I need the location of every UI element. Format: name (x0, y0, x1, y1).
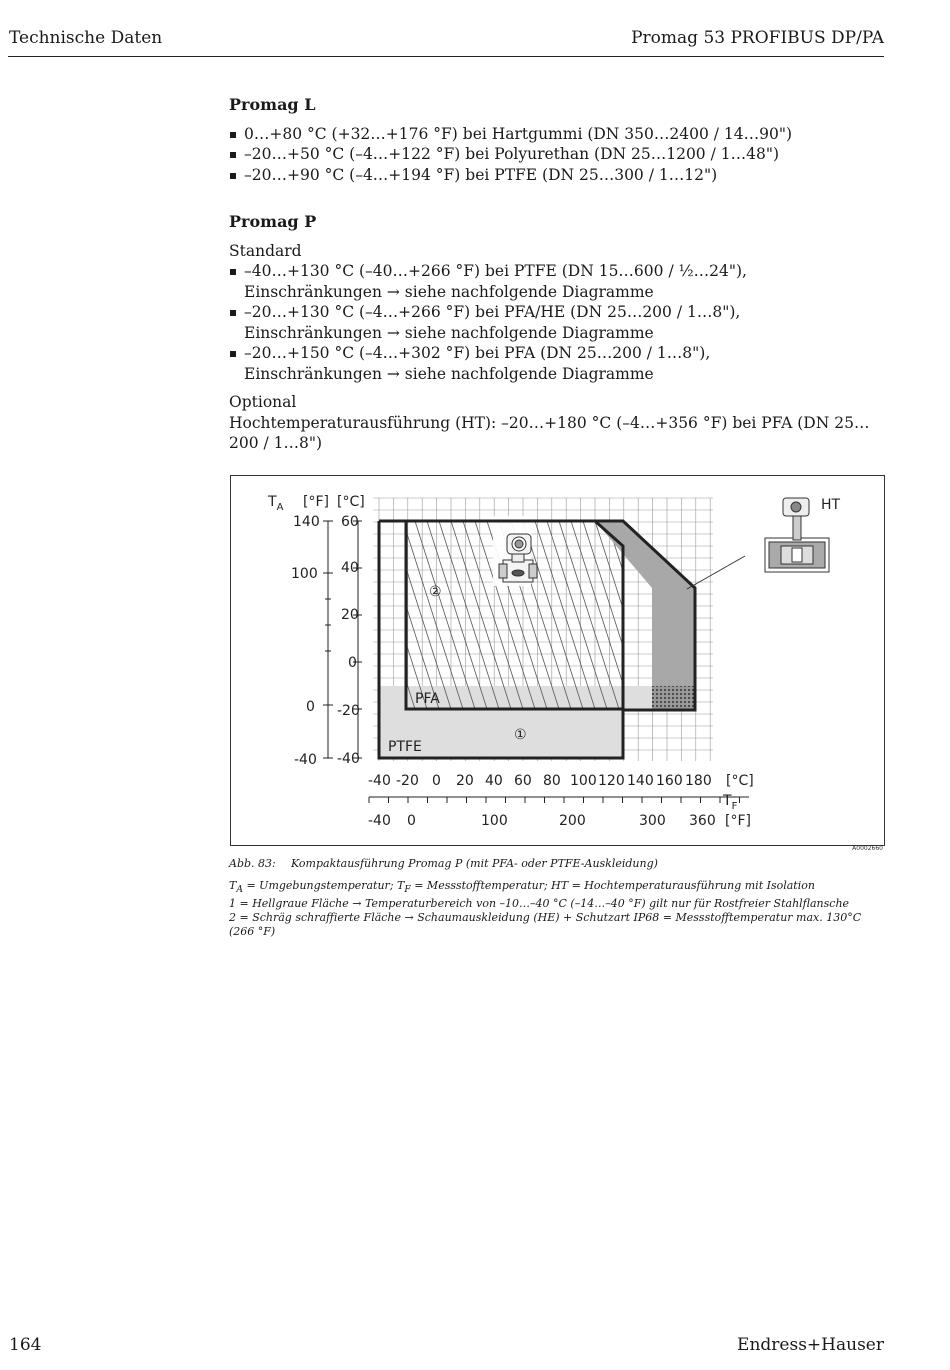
hatch-line (691, 521, 751, 709)
x-tick-c: 180 (685, 773, 712, 789)
ta-axis-label: $T_A$ (268, 494, 284, 513)
tf-axis-label: $T_F$ (723, 793, 738, 812)
y-tick-c: 60 (341, 514, 359, 530)
x-tick-c: -40 (368, 773, 391, 789)
y-tick-f: -40 (294, 752, 317, 768)
optional-text: Hochtemperaturausführung (HT): –20…+180 °C (–4…+356 °F) bei PFA (DN 25…200 / 1…8") (229, 413, 870, 452)
x-tick-c: 0 (432, 773, 441, 789)
area-2-marker: ② (429, 584, 442, 600)
x-tick-c: 40 (485, 773, 503, 789)
list-item-line: Einschränkungen → siehe nachfolgende Diagramme (244, 282, 654, 301)
caption-title-line (229, 857, 889, 871)
publisher-name: Endress+Hauser (737, 1335, 884, 1355)
header-product-title: Promag 53 PROFIBUS DP/PA (631, 28, 884, 48)
axis-c-vertical (353, 521, 362, 758)
ht-label: HT (821, 497, 841, 513)
hatch-line (415, 521, 475, 709)
caption-number: Abb. 83: (229, 857, 276, 870)
standard-label: Standard (229, 241, 302, 260)
hatch-line (559, 521, 619, 709)
y-tick-f: 100 (291, 566, 318, 582)
promag-l-title: Promag L (229, 95, 316, 114)
header-rule (8, 56, 884, 57)
area-1-marker: ① (514, 727, 527, 743)
page-number: 164 (9, 1335, 42, 1355)
unit-f-label: [°F] (303, 494, 329, 510)
x-tick-c: -20 (396, 773, 419, 789)
promag-l-list (229, 124, 885, 186)
promag-l-section (229, 95, 885, 185)
list-item-line: –40…+130 °C (–40…+266 °F) bei PTFE (DN 15…600 / ½…24"), (244, 262, 747, 280)
promag-p-title: Promag P (229, 212, 317, 231)
header-section-title: Technische Daten (9, 28, 163, 48)
x-unit-c-label: [°C] (726, 773, 754, 789)
hatch-line (391, 521, 451, 709)
area-ht-dotted (652, 686, 695, 710)
hatch-line (427, 521, 487, 709)
list-item-line: Einschränkungen → siehe nachfolgende Diagramme (244, 364, 654, 383)
x-tick-f: 300 (639, 813, 666, 829)
y-tick-f: 0 (306, 699, 315, 715)
y-tick-c: 20 (341, 607, 359, 623)
x-tick-c: 160 (656, 773, 683, 789)
caption-legend-line: 1 = Hellgraue Fläche → Temperaturbereich von –10…–40 °C (–14…–40 °F) gilt nur für Rostfreier Stahlflansche (229, 897, 850, 911)
list-item (229, 261, 885, 302)
hatch-line (367, 521, 427, 709)
axis-f-vertical (323, 521, 333, 758)
temperature-diagram (230, 475, 885, 846)
x-tick-c: 20 (456, 773, 474, 789)
y-tick-f: 140 (293, 514, 320, 530)
optional-label: Optional (229, 393, 297, 411)
x-ticks-f (368, 813, 716, 829)
y-ticks-c (337, 514, 360, 767)
x-tick-f: 0 (407, 813, 416, 829)
x-tick-c: 100 (570, 773, 597, 789)
list-item-line: –20…+130 °C (–4…+266 °F) bei PFA/HE (DN 25…200 / 1…8"), (244, 303, 741, 321)
x-tick-c: 60 (514, 773, 532, 789)
x-tick-c: 80 (543, 773, 561, 789)
y-tick-c: -20 (337, 703, 360, 719)
unit-c-label: [°C] (337, 494, 365, 510)
x-tick-f: -40 (368, 813, 391, 829)
x-tick-c: 140 (627, 773, 654, 789)
list-item (229, 302, 885, 343)
caption-title: Kompaktausführung Promag P (mit PFA- oder PTFE-Auskleidung) (291, 857, 658, 870)
x-tick-f: 100 (481, 813, 508, 829)
hatch-line (547, 521, 607, 709)
list-item-line: –20…+150 °C (–4…+302 °F) bei PFA (DN 25…200 / 1…8"), (244, 344, 711, 362)
y-tick-c: 0 (348, 655, 357, 671)
list-item: 0…+80 °C (+32…+176 °F) bei Hartgummi (DN 350…2400 / 14…90") (229, 124, 885, 145)
x-tick-c: 120 (598, 773, 625, 789)
axis-f-horizontal (369, 797, 749, 803)
diagram-svg (231, 476, 884, 845)
hatch-line (439, 521, 499, 709)
x-ticks-c (368, 773, 712, 789)
ht-device-icon (765, 498, 829, 572)
pfa-label: PFA (415, 691, 440, 707)
promag-p-list (229, 261, 885, 384)
figure-id: A0002660 (852, 845, 883, 852)
x-tick-f: 200 (559, 813, 586, 829)
ptfe-label: PTFE (388, 739, 422, 755)
x-unit-f-label: [°F] (725, 813, 751, 829)
caption-legend-line: 2 = Schräg schraffierte Fläche → Schaumauskleidung (HE) + Schutzart IP68 = Messstofftemperatur max. 130°C (266 °F) (229, 911, 862, 939)
y-ticks-f (291, 514, 320, 768)
list-item-line: Einschränkungen → siehe nachfolgende Diagramme (244, 323, 654, 342)
list-item: –20…+90 °C (–4…+194 °F) bei PTFE (DN 25…300 / 1…12") (229, 165, 885, 186)
hatch-line (379, 521, 439, 709)
y-tick-c: 40 (341, 560, 359, 576)
list-item: –20…+50 °C (–4…+122 °F) bei Polyurethan (DN 25…1200 / 1…48") (229, 144, 885, 165)
figure-caption (229, 857, 889, 939)
y-tick-c: -40 (337, 751, 360, 767)
hatch-line (535, 521, 595, 709)
caption-legend-line: $T_A$ = Umgebungstemperatur; $T_F$ = Messstofftemperatur; HT = Hochtemperaturausführung mit Isolation (229, 879, 815, 896)
promag-p-section (229, 212, 885, 454)
x-tick-f: 360 (689, 813, 716, 829)
hatch-line (403, 521, 463, 709)
hatch-line (523, 521, 583, 709)
list-item (229, 343, 885, 384)
